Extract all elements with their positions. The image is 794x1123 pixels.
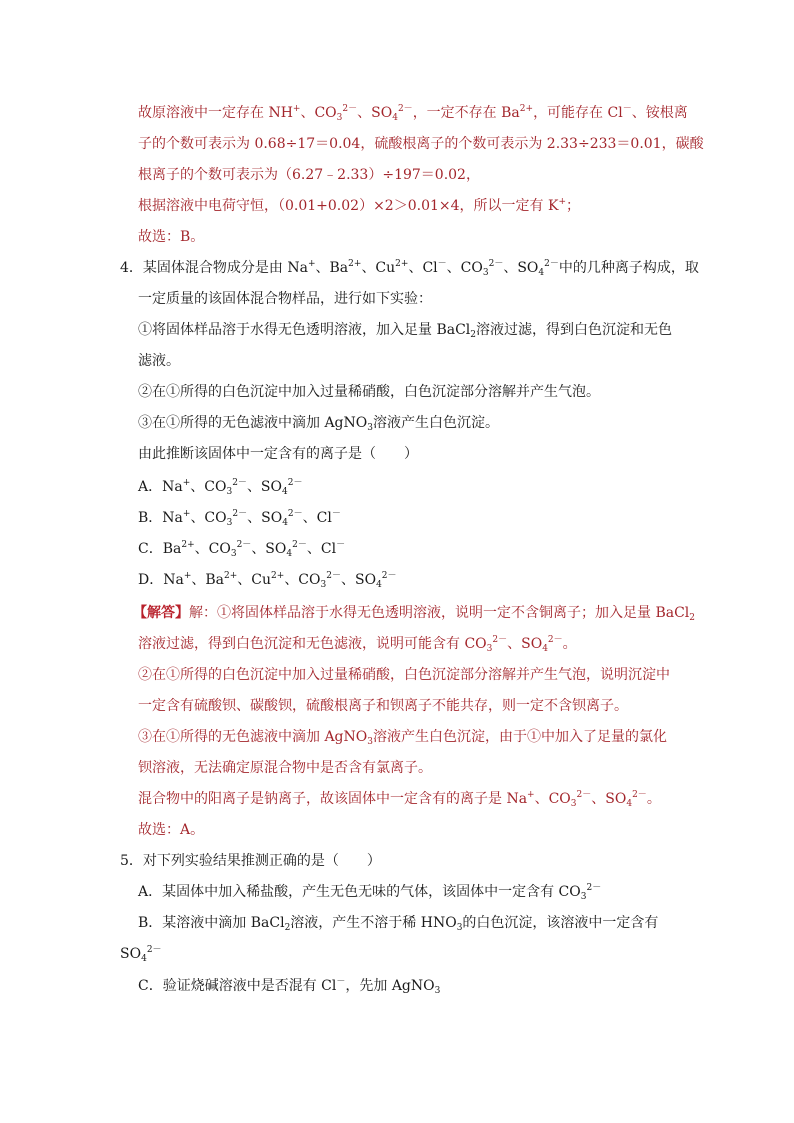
sol3-line-3: 根离子的个数可表示为（6.27﹣2.33）÷197＝0.02， bbox=[138, 167, 480, 183]
q4-option-b: B．Na+、$CO_3^{2-}$、$SO_4^{2-}$、Cl－ bbox=[138, 509, 341, 528]
sol3-line-4: 根据溶液中电荷守恒，（0.01+0.02）×2＞0.01×4，所以一定有 K+； bbox=[138, 197, 580, 214]
sol3-line-1: 故原溶液中一定存在 NH+、$CO_3^{2-}$、$SO_4^{2-}$，一定不存在 $Ba^{2+}$，可能存在 Cl－、铵根离 bbox=[138, 104, 688, 123]
q5-option-a: A．某固体中加入稀盐酸，产生无色无味的气体，该固体中一定含有 $CO_3^{2-}$ bbox=[138, 883, 602, 902]
q4-step-1: ①将固体样品溶于水得无色透明溶液，加入足量 BaCl$_2$溶液过滤，得到白色沉淀和无色 bbox=[138, 322, 673, 340]
q4-sol-line-2: 溶液过滤，得到白色沉淀和无色滤液，说明可能含有 $CO_3^{2-}$、$SO_4^{2-}$。 bbox=[138, 635, 577, 654]
q4-option-d: D．Na+、$Ba^{2+}$、$Cu^{2+}$、$CO_3^{2-}$、$SO_4^{2-}$ bbox=[138, 571, 397, 590]
q4-sol-line-1: 【解答】解：①将固体样品溶于水得无色透明溶液，说明一定不含铜离子；加入足量 BaCl$_2$ bbox=[133, 605, 696, 623]
q4-sol-answer: 故选：A。 bbox=[138, 822, 205, 838]
q4-option-c: C．$Ba^{2+}$、$CO_3^{2-}$、$SO_4^{2-}$、Cl－ bbox=[138, 540, 346, 559]
q4-sol-line-4: 一定含有硫酸钡、碳酸钡，硫酸根离子和钡离子不能共存，则一定不含钡离子。 bbox=[138, 698, 628, 714]
q4-stem-line-1: 4．某固体混合物成分是由 Na+、$Ba^{2+}$、$Cu^{2+}$、Cl－、$CO_3^{2-}$、$SO_4^{2-}$中的几种离子构成，取 bbox=[120, 259, 699, 278]
q5-option-b-cont: $SO_4^{2-}$ bbox=[120, 945, 162, 964]
q4-option-a: A．Na+、$CO_3^{2-}$、$SO_4^{2-}$ bbox=[138, 478, 303, 497]
q4-stem-line-2: 一定质量的该固体混合物样品，进行如下实验： bbox=[138, 291, 432, 307]
q4-step-1-cont: 滤液。 bbox=[138, 353, 180, 369]
q4-sol-line-5: ③在①所得的无色滤液中滴加 AgNO$_3$溶液产生白色沉淀，由于①中加入了足量的氯化 bbox=[138, 729, 667, 747]
answer-tag: 【解答】 bbox=[133, 605, 189, 621]
q4-step-3: ③在①所得的无色滤液中滴加 AgNO$_3$溶液产生白色沉淀。 bbox=[138, 415, 499, 433]
q5-option-c: C．验证烧碱溶液中是否混有 Cl－，先加 AgNO$_3$ bbox=[138, 977, 441, 996]
q4-sol-line-3: ②在①所得的白色沉淀中加入过量稀硝酸，白色沉淀部分溶解并产生气泡，说明沉淀中 bbox=[138, 667, 670, 683]
q4-ask: 由此推断该固体中一定含有的离子是（ ） bbox=[138, 446, 418, 462]
sol3-answer: 故选：B。 bbox=[138, 229, 205, 245]
q5-stem: 5．对下列实验结果推测正确的是（ ） bbox=[120, 853, 381, 869]
q5-option-b: B．某溶液中滴加 BaCl$_2$溶液，产生不溶于稀 $HNO_3$的白色沉淀，该溶液中一定含有 bbox=[138, 915, 659, 933]
q4-sol-line-6: 钡溶液，无法确定原混合物中是否含有氯离子。 bbox=[138, 760, 432, 776]
q4-sol-line-7: 混合物中的阳离子是钠离子，故该固体中一定含有的离子是 Na+、$CO_3^{2-}$、$SO_4^{2-}$。 bbox=[138, 790, 661, 809]
q4-step-2: ②在①所得的白色沉淀中加入过量稀硝酸，白色沉淀部分溶解并产生气泡。 bbox=[138, 384, 600, 400]
sol3-line-2: 子的个数可表示为 0.68÷17＝0.04，硫酸根离子的个数可表示为 2.33÷233＝0.01，碳酸 bbox=[138, 136, 704, 152]
